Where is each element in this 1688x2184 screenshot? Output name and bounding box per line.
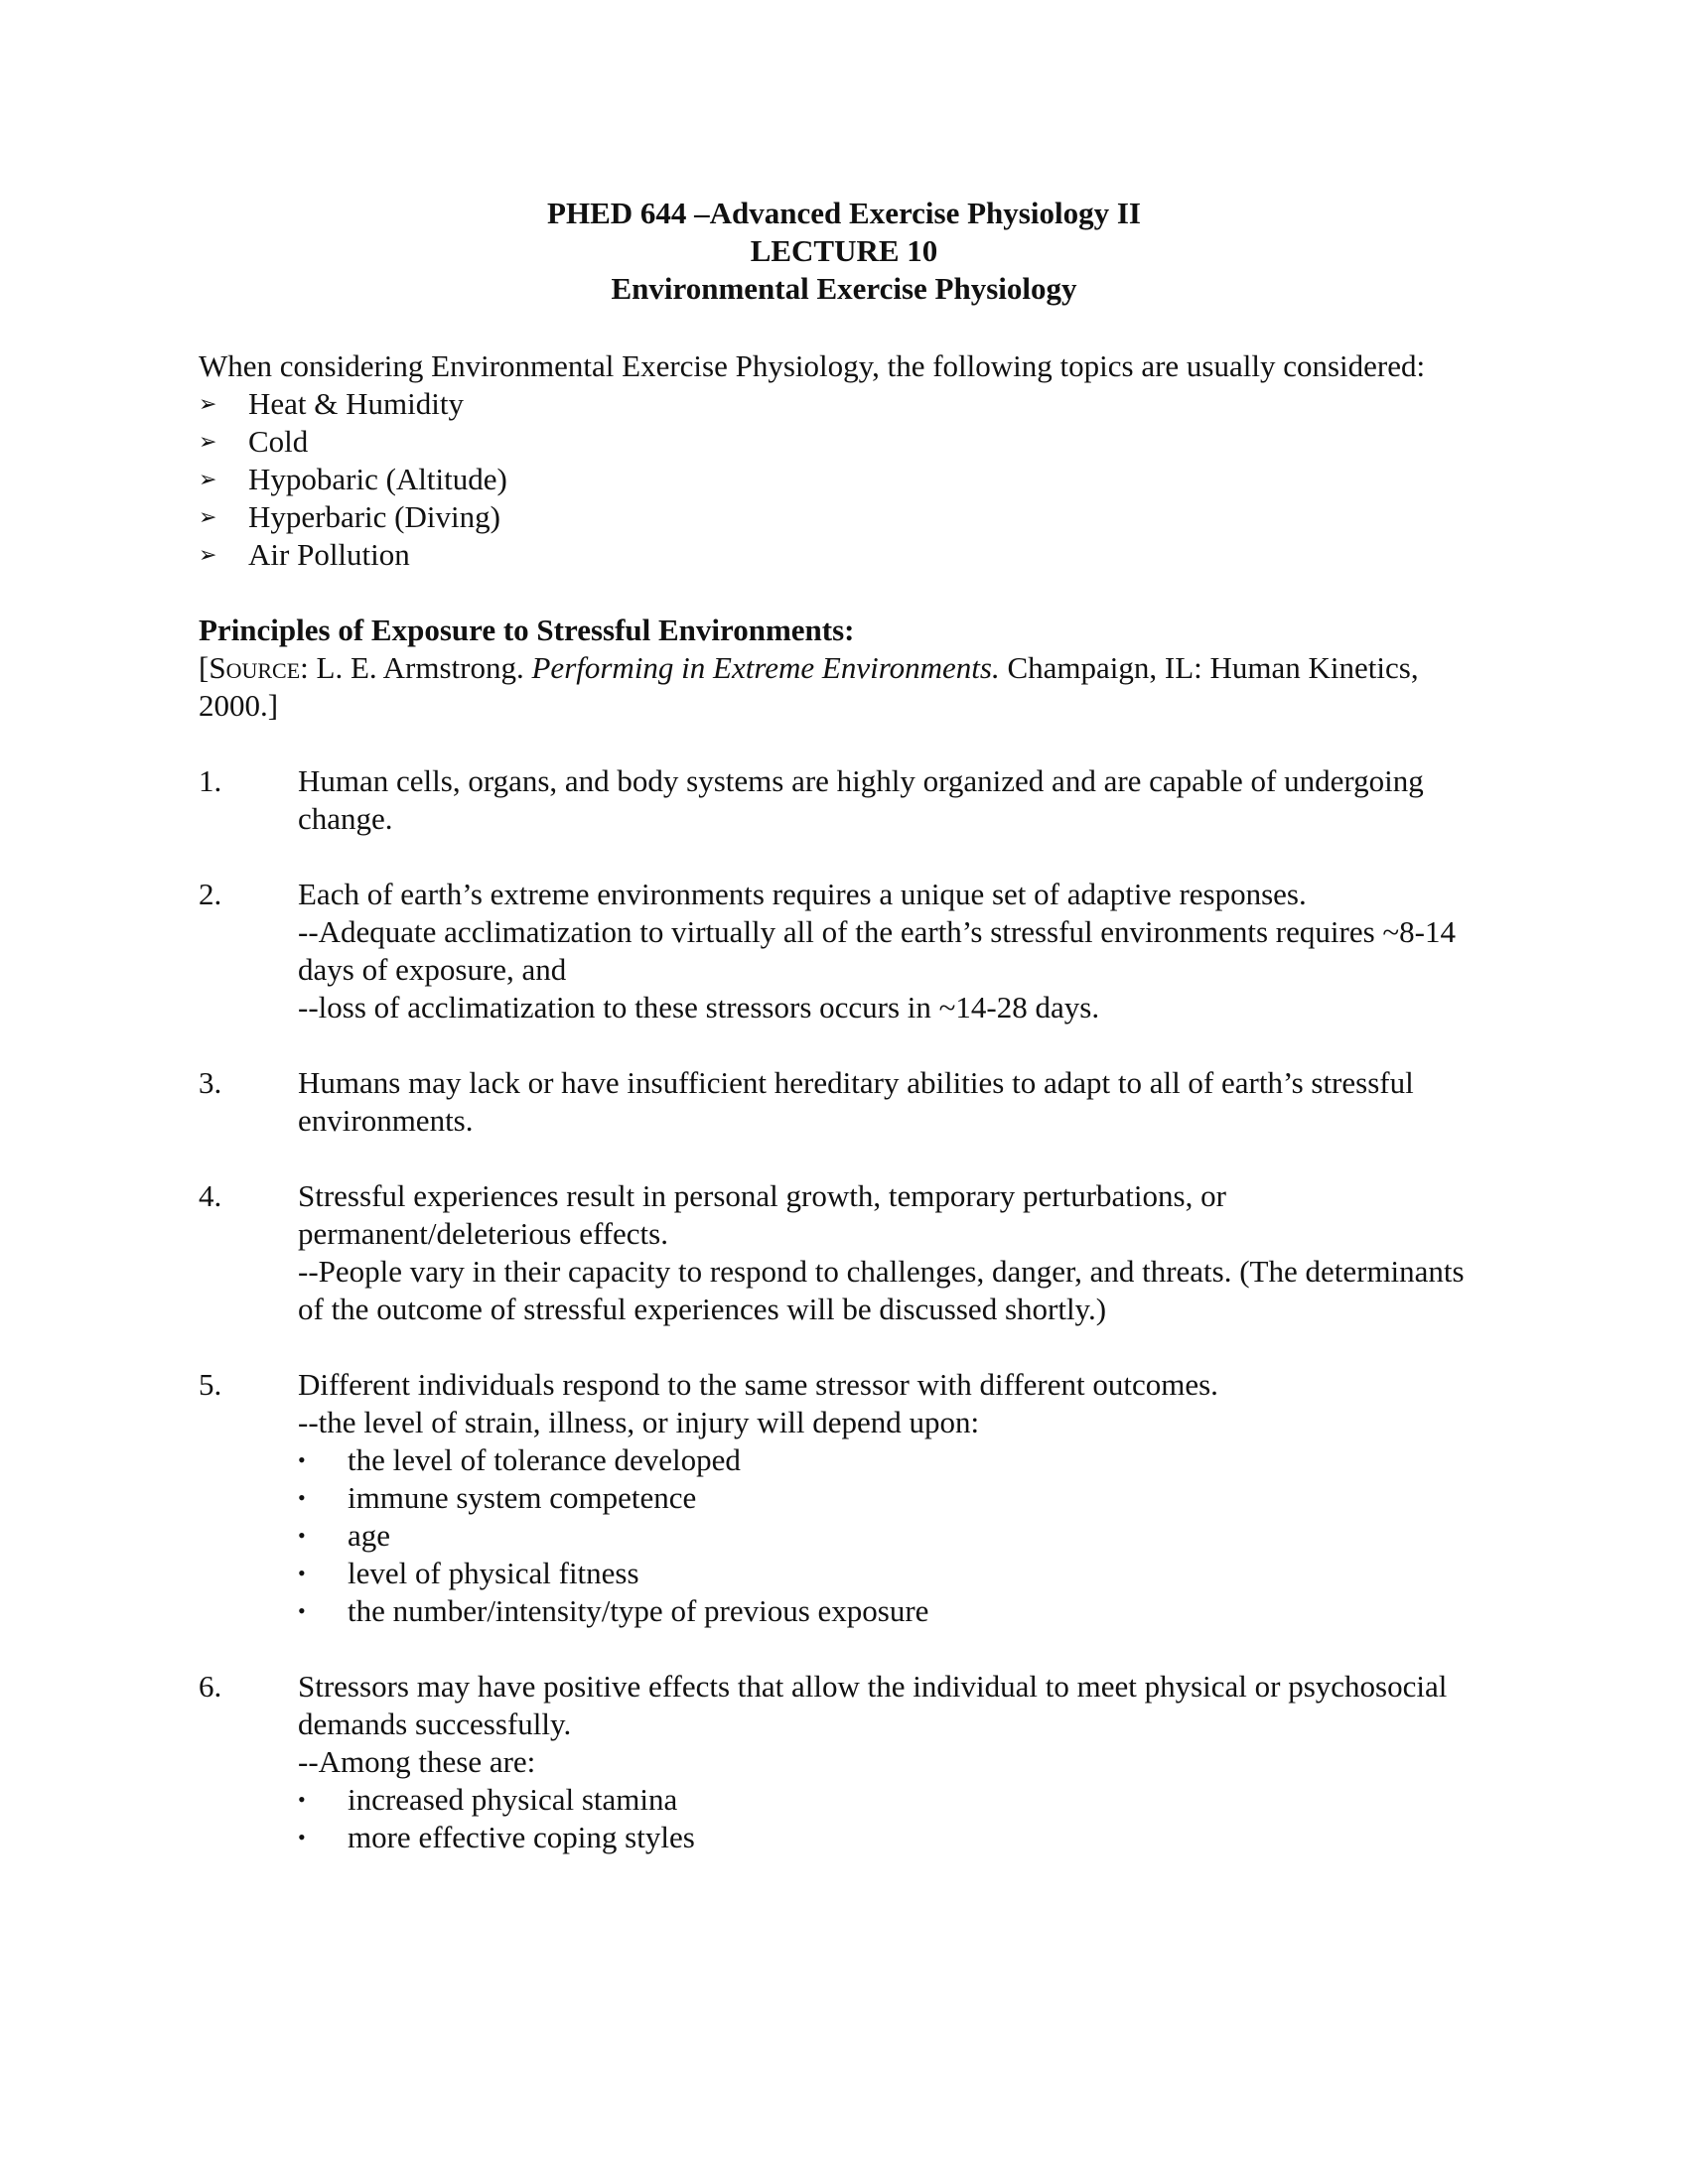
item-number: 4. <box>199 1178 222 1213</box>
list-item: ➢ Hypobaric (Altitude) <box>199 462 507 496</box>
bullet-icon: • <box>298 1561 306 1585</box>
bullet-icon: • <box>298 1598 306 1623</box>
list-item: • more effective coping styles <box>298 1820 695 1854</box>
arrow-bullet-icon: ➢ <box>199 429 217 454</box>
list-item: • increased physical stamina <box>298 1782 678 1817</box>
bullet-icon: • <box>298 1523 306 1548</box>
list-item: ➢ Air Pollution <box>199 537 410 572</box>
list-item: ➢ Heat & Humidity <box>199 386 464 421</box>
principle-item-2: 2. Each of earth’s extreme environments requires a unique set of adaptive responses. --Adequate acclimatization to virtually all of the earth’s stressful environments requires ~8-14 days of exposure, and --loss of acclimatization to these stressors occurs in ~14-28 days. <box>199 877 1456 1024</box>
principle-item-4: 4. Stressful experiences result in personal growth, temporary perturbations, or permanent/deleterious effects. --People vary in their capacity to respond to challenges, danger, and threats. (The determinants of the outcome of stressful experiences will be discussed shortly.) <box>199 1178 1465 1326</box>
list-item: ➢ Hyperbaric (Diving) <box>199 499 500 534</box>
list-item: • the number/intensity/type of previous exposure <box>298 1593 929 1628</box>
list-item: • the level of tolerance developed <box>298 1442 741 1477</box>
item-number: 2. <box>199 877 222 911</box>
item-number: 5. <box>199 1367 222 1402</box>
bullet-icon: • <box>298 1825 306 1849</box>
course-title: PHED 644 –Advanced Exercise Physiology II <box>547 196 1141 230</box>
principle-item-6: 6. Stressors may have positive effects that allow the individual to meet physical or psychosocial demands successfully. --Among these are: • increased physical stamina • more effective coping styles <box>199 1668 1489 1856</box>
list-item: ➢ Cold <box>199 424 309 459</box>
list-item: • age <box>298 1518 391 1553</box>
source-citation: [Source: L. E. Armstrong. Performing in Extreme Environments. Champaign, IL: Human Kinetics, 2000.] <box>199 650 1419 723</box>
topic-list <box>199 385 1489 574</box>
list-item: • immune system competence <box>298 1480 697 1515</box>
arrow-bullet-icon: ➢ <box>199 467 217 491</box>
principle-item-1: 1. Human cells, organs, and body systems are highly organized and are capable of undergoing change. <box>199 763 1424 836</box>
document-body <box>199 347 1489 1856</box>
item-number: 6. <box>199 1669 222 1704</box>
arrow-bullet-icon: ➢ <box>199 391 217 416</box>
principle-item-5: 5. Different individuals respond to the same stressor with different outcomes. --the level of strain, illness, or injury will depend upon: • the level of tolerance developed • immune system competence • age • level of physical fitness • the number/intensity/type of previous exposure <box>199 1366 1489 1630</box>
bullet-icon: • <box>298 1447 306 1472</box>
lecture-topic: Environmental Exercise Physiology <box>611 271 1077 306</box>
principle-item-3: 3. Humans may lack or have insufficient hereditary abilities to adapt to all of earth’s stressful environments. <box>199 1065 1414 1138</box>
list-item: • level of physical fitness <box>298 1556 639 1590</box>
bullet-icon: • <box>298 1787 306 1812</box>
arrow-bullet-icon: ➢ <box>199 542 217 567</box>
item-number: 1. <box>199 763 222 798</box>
section-heading: Principles of Exposure to Stressful Environments: <box>199 613 855 647</box>
bullet-list <box>298 1781 1489 1856</box>
lecture-number: LECTURE 10 <box>750 233 938 268</box>
document-header <box>199 195 1489 308</box>
item-number: 3. <box>199 1065 222 1100</box>
bullet-list <box>298 1441 1489 1630</box>
bullet-icon: • <box>298 1485 306 1510</box>
arrow-bullet-icon: ➢ <box>199 504 217 529</box>
intro-paragraph: When considering Environmental Exercise Physiology, the following topics are usually considered: <box>199 348 1426 383</box>
